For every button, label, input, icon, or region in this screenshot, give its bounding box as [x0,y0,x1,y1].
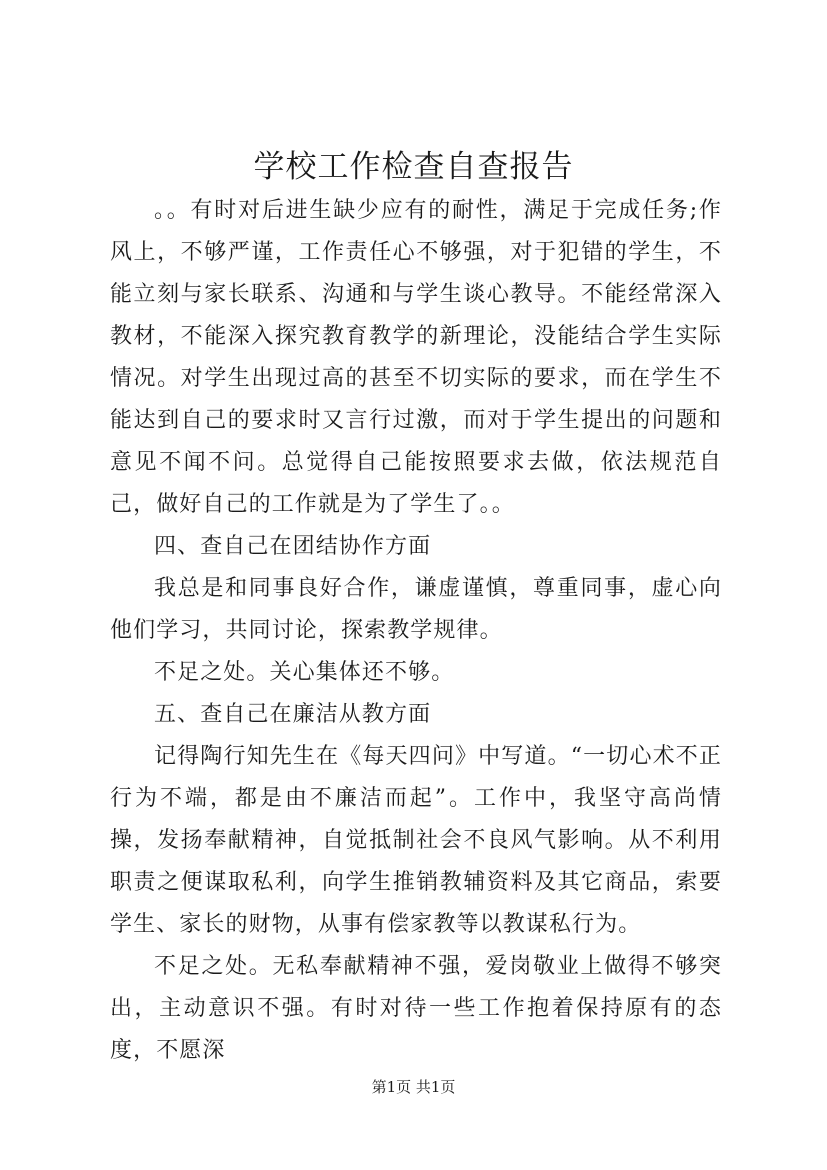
page-number-footer: 第1页 共1页 [371,1078,456,1096]
section-heading-teamwork: 四、查自己在团结协作方面 [154,534,432,559]
paragraph-teamwork-shortcoming: 不足之处。关心集体还不够。 [154,660,455,685]
paragraph-integrity: 记得陶行知先生在《每天四问》中写道。“一切心术不正行为不端，都是由不廉洁而起”。工作中，我坚守高尚情操，发扬奉献精神，自觉抵制社会不良风气影响。从不利用职责之便谋取私利，向学生推销教辅资料及其它商品，索要学生、家长的财物，从事有偿家教等以教谋私行为。 [110,744,722,937]
section-heading-integrity: 五、查自己在廉洁从教方面 [154,702,432,727]
document-title: 学校工作检查自查报告 [253,149,574,185]
paragraph-shortcomings-attitude: 。。有时对后进生缺少应有的耐性，满足于完成任务;作风上，不够严谨，工作责任心不够强，对于犯错的学生，不能立刻与家长联系、沟通和与学生谈心教导。不能经常深入教材，不能深入探究教育教学的新理论，没能结合学生实际情况。对学生出现过高的甚至不切实际的要求，而在学生不能达到自己的要求时又言行过激，而对于学生提出的问题和意见不闻不问。总觉得自己能按照要求去做，依法规范自己，做好自己的工作就是为了学生了。。 [110,198,722,517]
paragraph-teamwork: 我总是和同事良好合作，谦虚谨慎，尊重同事，虚心向他们学习，共同讨论，探索教学规律。 [110,576,722,643]
document-body [110,190,722,1072]
paragraph-integrity-shortcoming: 不足之处。无私奉献精神不强，爱岗敬业上做得不够突出，主动意识不强。有时对待一些工作抱着保持原有的态度，不愿深 [110,954,722,1063]
